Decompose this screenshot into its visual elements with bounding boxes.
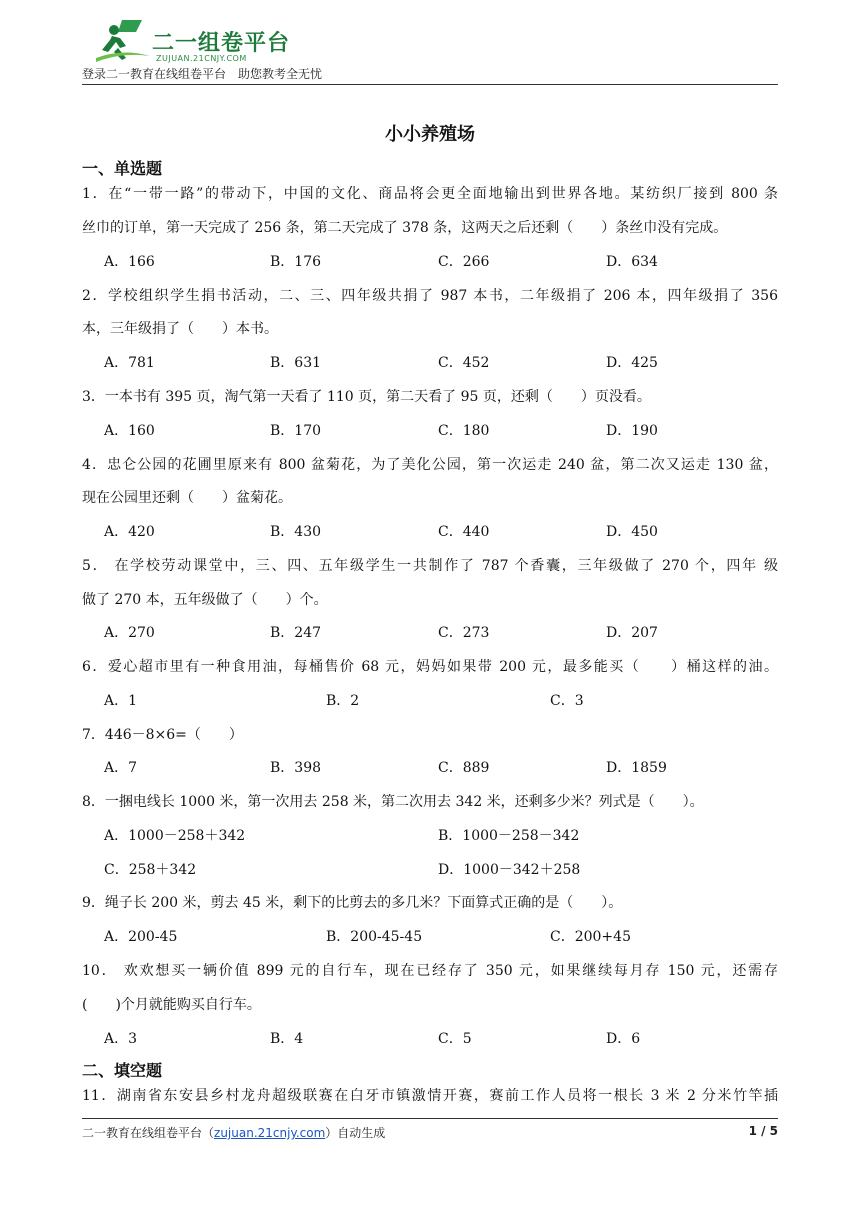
question-7-line-1: 7．446－8×6=（ ） (82, 727, 243, 743)
question-8-line-1: 8．一捆电线长 1000 米，第一次用去 258 米，第二次用去 342 米，还剩多少米？列式是（ ）。 (82, 794, 704, 810)
footer-prefix: 二一教育在线组卷平台（ (82, 1126, 215, 1140)
question-2-option-d[interactable]: D．425 (606, 355, 658, 371)
question-8-option-b[interactable]: B．1000－258－342 (438, 828, 580, 844)
question-4-option-d[interactable]: D．450 (606, 524, 658, 540)
question-4-option-b[interactable]: B．430 (270, 524, 322, 540)
question-5-option-a[interactable]: A．270 (104, 625, 155, 641)
question-10-line-1: 10． 欢欢想买一辆价值 899 元的自行车，现在已经存了 350 元，如果继续每月存 150 元，还需存 (82, 963, 778, 979)
question-9-line-1: 9．绳子长 200 米，剪去 45 米，剩下的比剪去的多几米？下面算式正确的是（ ）。 (82, 895, 623, 911)
question-9-option-a[interactable]: A．200-45 (104, 929, 178, 945)
question-7-option-a[interactable]: A．7 (104, 760, 138, 776)
question-5-line-2: 做了 270 本，五年级做了（ ）个。 (82, 592, 328, 608)
question-1-option-c[interactable]: C．266 (438, 254, 490, 270)
question-8-option-c[interactable]: C．258＋342 (104, 862, 197, 878)
question-7-option-d[interactable]: D．1859 (606, 760, 667, 776)
header-divider (82, 84, 778, 85)
question-1-line-2: 丝巾的订单，第一天完成了 256 条，第二天完成了 378 条，这两天之后还剩（ ）条丝巾没有完成。 (82, 220, 728, 236)
question-10-option-c[interactable]: C．5 (438, 1031, 472, 1047)
question-8-option-d[interactable]: D．1000－342＋258 (438, 862, 581, 878)
question-10-option-a[interactable]: A．3 (104, 1031, 138, 1047)
question-4-option-c[interactable]: C．440 (438, 524, 490, 540)
question-9-option-c[interactable]: C．200+45 (550, 929, 631, 945)
question-3-option-b[interactable]: B．170 (270, 423, 322, 439)
runner-logo-icon (92, 18, 152, 64)
question-3-line-1: 3．一本书有 395 页，淘气第一天看了 110 页，第二天看了 95 页，还剩（ ）页没看。 (82, 389, 651, 405)
question-9-option-b[interactable]: B．200-45-45 (326, 929, 423, 945)
question-10-option-d[interactable]: D．6 (606, 1031, 641, 1047)
question-2-option-b[interactable]: B．631 (270, 355, 322, 371)
question-6-option-c[interactable]: C．3 (550, 693, 584, 709)
question-4-line-1: 4．忠仑公园的花圃里原来有 800 盆菊花，为了美化公园，第一次运走 240 盆，第二次又运走 130 盆， (82, 457, 778, 473)
question-2-line-1: 2．学校组织学生捐书活动，二、三、四年级共捐了 987 本书，二年级捐了 206 本，四年级捐了 356 (82, 288, 778, 304)
question-5-option-d[interactable]: D．207 (606, 625, 658, 641)
question-5-line-1: 5． 在学校劳动课堂中，三、四、五年级学生一共制作了 787 个香囊，三年级做了 270 个，四年 级 (82, 558, 778, 574)
question-6-option-b[interactable]: B．2 (326, 693, 360, 709)
question-3-option-c[interactable]: C．180 (438, 423, 490, 439)
section-heading-fill-blank: 二、填空题 (82, 1061, 163, 1080)
section-heading-single-choice: 一、单选题 (82, 159, 163, 178)
question-5-option-c[interactable]: C．273 (438, 625, 490, 641)
question-10-option-b[interactable]: B．4 (270, 1031, 304, 1047)
question-8-option-a[interactable]: A．1000－258＋342 (104, 828, 246, 844)
question-1-line-1: 1．在“一带一路”的带动下，中国的文化、商品将会更全面地输出到世界各地。某纺织厂接到 800 条 (82, 186, 778, 202)
question-3-option-a[interactable]: A．160 (104, 423, 155, 439)
footer-site-link[interactable]: zujuan.21cnjy.com (214, 1126, 326, 1140)
question-10-line-2: ( )个月就能购买自行车。 (82, 997, 261, 1013)
question-2-option-a[interactable]: A．781 (104, 355, 155, 371)
site-logo[interactable] (92, 18, 292, 66)
footer-source (82, 1124, 385, 1141)
page-header (82, 18, 778, 86)
footer-suffix: ）自动生成 (325, 1126, 386, 1140)
question-11-line-1: 11．湖南省东安县乡村龙舟超级联赛在白牙市镇激情开赛，赛前工作人员将一根长 3 米 2 分米竹竿插 (82, 1088, 778, 1104)
logo-text: 二一组卷平台 (152, 31, 291, 56)
logo-subtext: ZUJUAN.21CNJY.COM (156, 54, 247, 63)
question-3-option-d[interactable]: D．190 (606, 423, 658, 439)
question-6-line-1: 6．爱心超市里有一种食用油，每桶售价 68 元，妈妈如果带 200 元，最多能买（ ）桶这样的油。 (82, 659, 778, 675)
question-5-option-b[interactable]: B．247 (270, 625, 322, 641)
question-4-line-2: 现在公园里还剩（ ）盆菊花。 (82, 490, 292, 506)
footer-divider (82, 1118, 778, 1119)
question-6-option-a[interactable]: A．1 (104, 693, 138, 709)
question-2-option-c[interactable]: C．452 (438, 355, 490, 371)
page-title: 小小养殖场 (385, 124, 475, 145)
question-2-line-2: 本，三年级捐了（ ）本书。 (82, 321, 278, 337)
question-1-option-a[interactable]: A．166 (104, 254, 155, 270)
question-1-option-b[interactable]: B．176 (270, 254, 322, 270)
question-7-option-c[interactable]: C．889 (438, 760, 490, 776)
page-number: 1 / 5 (748, 1124, 778, 1138)
question-4-option-a[interactable]: A．420 (104, 524, 155, 540)
question-1-option-d[interactable]: D．634 (606, 254, 658, 270)
question-7-option-b[interactable]: B．398 (270, 760, 322, 776)
header-tagline: 登录二一教育在线组卷平台 助您教考全无忧 (82, 67, 323, 81)
